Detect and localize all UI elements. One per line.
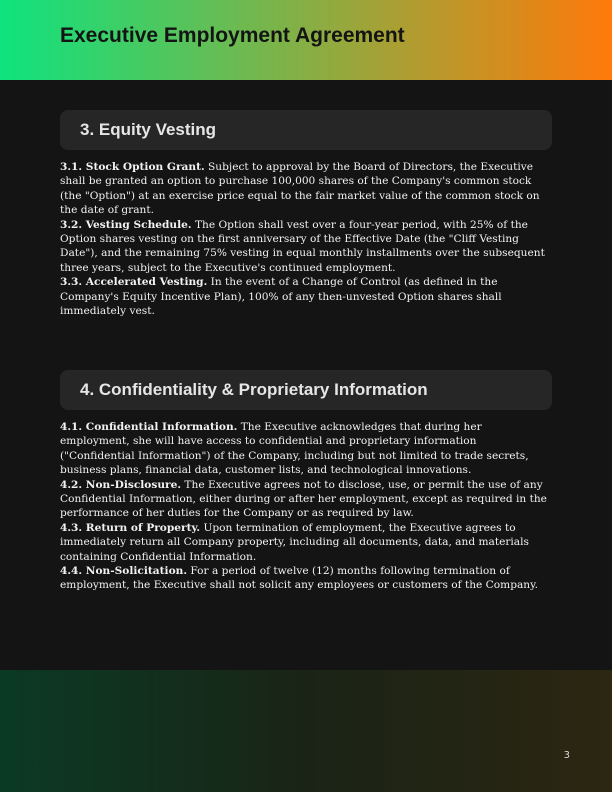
clause-label: 3.3. Accelerated Vesting.	[60, 276, 208, 289]
clause-return-of-property	[60, 521, 552, 564]
section-heading-box	[60, 110, 552, 150]
clause-text: For a period of twelve (12) months following termination of employment, the Executive shall not solicit any employees or customers of the Company.	[60, 565, 539, 592]
section-clauses	[60, 420, 552, 593]
clause-label: 3.1. Stock Option Grant.	[60, 161, 205, 173]
section-clauses	[60, 160, 552, 318]
clause-text: In the event of a Change of Control (as defined in the Company's Equity Incentive Plan), 100% of any then-unvested Option shares shall immediately vest.	[60, 276, 502, 318]
page-number: 3	[563, 750, 570, 761]
document-title: Executive Employment Agreement	[60, 24, 405, 47]
page-header	[0, 0, 612, 80]
section-confidentiality	[60, 370, 552, 593]
section-heading-box	[60, 370, 552, 410]
clause-text: The Executive acknowledges that during her employment, she will have access to confidential and proprietary information ("Confidential Information") of the Company, including but not limited to trade secrets, business plans, financial data, customer lists, and technological innovations.	[60, 421, 529, 477]
clause-accelerated-vesting	[60, 275, 552, 318]
clause-stock-option-grant	[60, 160, 552, 218]
clause-vesting-schedule	[60, 218, 552, 276]
clause-non-disclosure	[60, 478, 552, 521]
section-title: 3. Equity Vesting	[80, 120, 217, 139]
clause-text: Upon termination of employment, the Executive agrees to immediately return all Company property, including all documents, data, and materials containing Confidential Information.	[60, 521, 529, 563]
clause-label: 4.3. Return of Property.	[60, 521, 201, 534]
clause-text: Subject to approval by the Board of Directors, the Executive shall be granted an option to purchase 100,000 shares of the Company's common stock (the "Option") at an exercise price equal to the fair market value of the common stock on the date of grant.	[60, 161, 540, 217]
clause-label: 4.1. Confidential Information.	[60, 421, 238, 433]
page-footer	[0, 670, 612, 792]
clause-label: 4.4. Non-Solicitation.	[60, 565, 188, 578]
clause-text: The Executive agrees not to disclose, use, or permit the use of any Confidential Information, either during or after her employment, except as required in the performance of her duties for the Company or as required by law.	[60, 478, 547, 520]
section-title: 4. Confidentiality & Proprietary Information	[80, 380, 428, 399]
clause-label: 3.2. Vesting Schedule.	[60, 218, 192, 231]
section-equity-vesting	[60, 110, 552, 318]
clause-confidential-information	[60, 420, 552, 478]
clause-non-solicitation	[60, 564, 552, 593]
clause-label: 4.2. Non-Disclosure.	[60, 478, 182, 491]
clause-text: The Option shall vest over a four-year period, with 25% of the Option shares vesting on the first anniversary of the Effective Date (the "Cliff Vesting Date"), and the remaining 75% vesting in equal monthly installments over the subsequent three years, subject to the Executive's continued employment.	[60, 218, 545, 274]
